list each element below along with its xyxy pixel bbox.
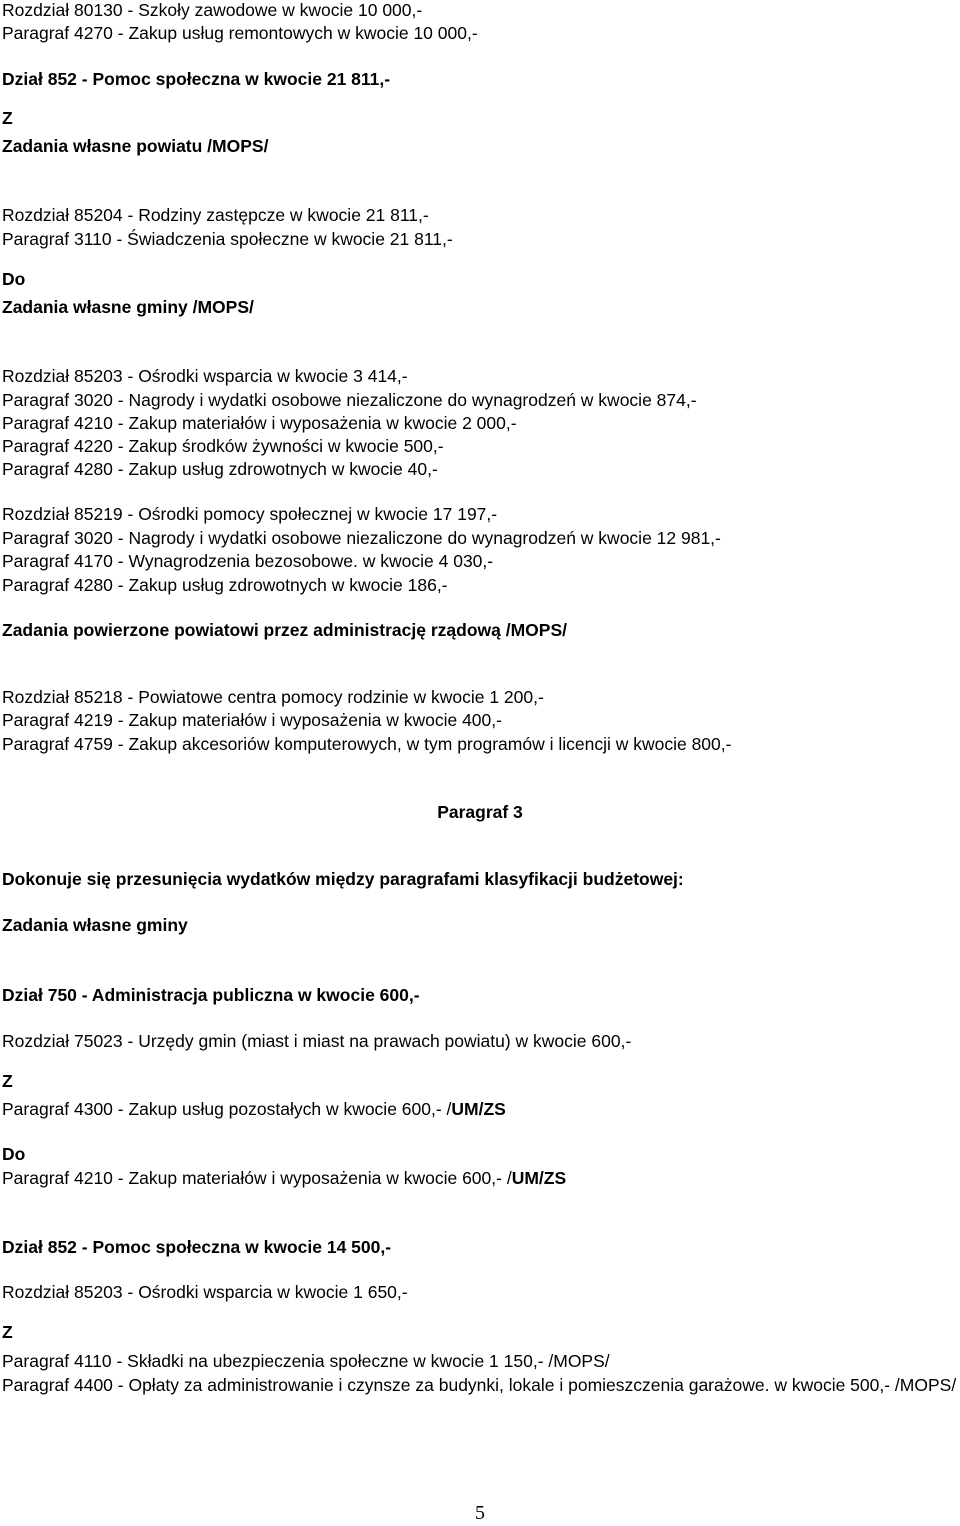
section-heading: Dział 750 - Administracja publiczna w kwocie 600,-	[2, 985, 420, 1005]
section-heading: Zadania własne gminy	[2, 915, 188, 935]
transfer-to-label: Do	[2, 1144, 26, 1164]
transfer-from-label: Z	[2, 1322, 13, 1342]
transfer-to-label: Do	[2, 269, 26, 289]
text-line: Paragraf 3020 - Nagrody i wydatki osobowe niezaliczone do wynagrodzeń w kwocie 874,-	[2, 390, 697, 410]
text-line: Paragraf 4400 - Opłaty za administrowanie i czynsze za budynki, lokale i pomieszczenia garażowe. w kwocie 500,- /MOPS/	[2, 1375, 957, 1395]
text-line: Paragraf 4210 - Zakup materiałów i wyposażenia w kwocie 2 000,-	[2, 413, 517, 433]
text-line: Paragraf 3110 - Świadczenia społeczne w kwocie 21 811,-	[2, 229, 453, 249]
text-line: Rozdział 85204 - Rodziny zastępcze w kwocie 21 811,-	[2, 205, 429, 225]
text-line: Paragraf 4270 - Zakup usług remontowych w kwocie 10 000,-	[2, 23, 478, 43]
transfer-from-label: Z	[2, 108, 13, 128]
unit-code: UM/ZS	[511, 1168, 567, 1188]
text-line	[2, 1168, 960, 1188]
unit-code: UM/ZS	[451, 1099, 506, 1119]
page-number: 5	[475, 1502, 485, 1524]
text-line: Paragraf 4759 - Zakup akcesoriów komputerowych, w tym programów i licencji w kwocie 800,-	[2, 734, 732, 754]
text-line: Rozdział 85219 - Ośrodki pomocy społecznej w kwocie 17 197,-	[2, 504, 498, 524]
section-heading: Dokonuje się przesunięcia wydatków między paragrafami klasyfikacji budżetowej:	[2, 869, 684, 889]
text-segment: Paragraf 4210 - Zakup materiałów i wyposażenia w kwocie 600,- /	[2, 1168, 512, 1188]
text-line: Paragraf 4170 - Wynagrodzenia bezosobowe. w kwocie 4 030,-	[2, 551, 494, 571]
section-heading: Dział 852 - Pomoc społeczna w kwocie 14 500,-	[2, 1237, 392, 1257]
section-heading: Zadania własne gminy /MOPS/	[2, 297, 254, 317]
text-line: Paragraf 3020 - Nagrody i wydatki osobowe niezaliczone do wynagrodzeń w kwocie 12 981,-	[2, 528, 721, 548]
text-line: Paragraf 4220 - Zakup środków żywności w kwocie 500,-	[2, 436, 444, 456]
text-line	[2, 1099, 960, 1119]
section-heading: Dział 852 - Pomoc społeczna w kwocie 21 811,-	[2, 69, 391, 89]
section-heading: Zadania własne powiatu /MOPS/	[2, 136, 269, 156]
text-line: Rozdział 85203 - Ośrodki wsparcia w kwocie 3 414,-	[2, 366, 408, 386]
text-segment: Paragraf 4300 - Zakup usług pozostałych w kwocie 600,- /	[2, 1099, 452, 1119]
text-line: Paragraf 4280 - Zakup usług zdrowotnych w kwocie 186,-	[2, 575, 448, 595]
text-line: Rozdział 80130 - Szkoły zawodowe w kwocie 10 000,-	[2, 0, 423, 20]
section-heading: Zadania powierzone powiatowi przez administrację rządową /MOPS/	[2, 620, 567, 640]
text-line: Rozdział 85203 - Ośrodki wsparcia w kwocie 1 650,-	[2, 1282, 408, 1302]
text-line: Paragraf 4110 - Składki na ubezpieczenia społeczne w kwocie 1 150,- /MOPS/	[2, 1351, 610, 1371]
paragraph-heading: Paragraf 3	[437, 802, 523, 822]
text-line: Rozdział 75023 - Urzędy gmin (miast i miast na prawach powiatu) w kwocie 600,-	[2, 1031, 632, 1051]
transfer-from-label: Z	[2, 1071, 13, 1091]
text-line: Rozdział 85218 - Powiatowe centra pomocy rodzinie w kwocie 1 200,-	[2, 687, 544, 707]
text-line: Paragraf 4219 - Zakup materiałów i wyposażenia w kwocie 400,-	[2, 710, 502, 730]
text-line: Paragraf 4280 - Zakup usług zdrowotnych w kwocie 40,-	[2, 459, 438, 479]
